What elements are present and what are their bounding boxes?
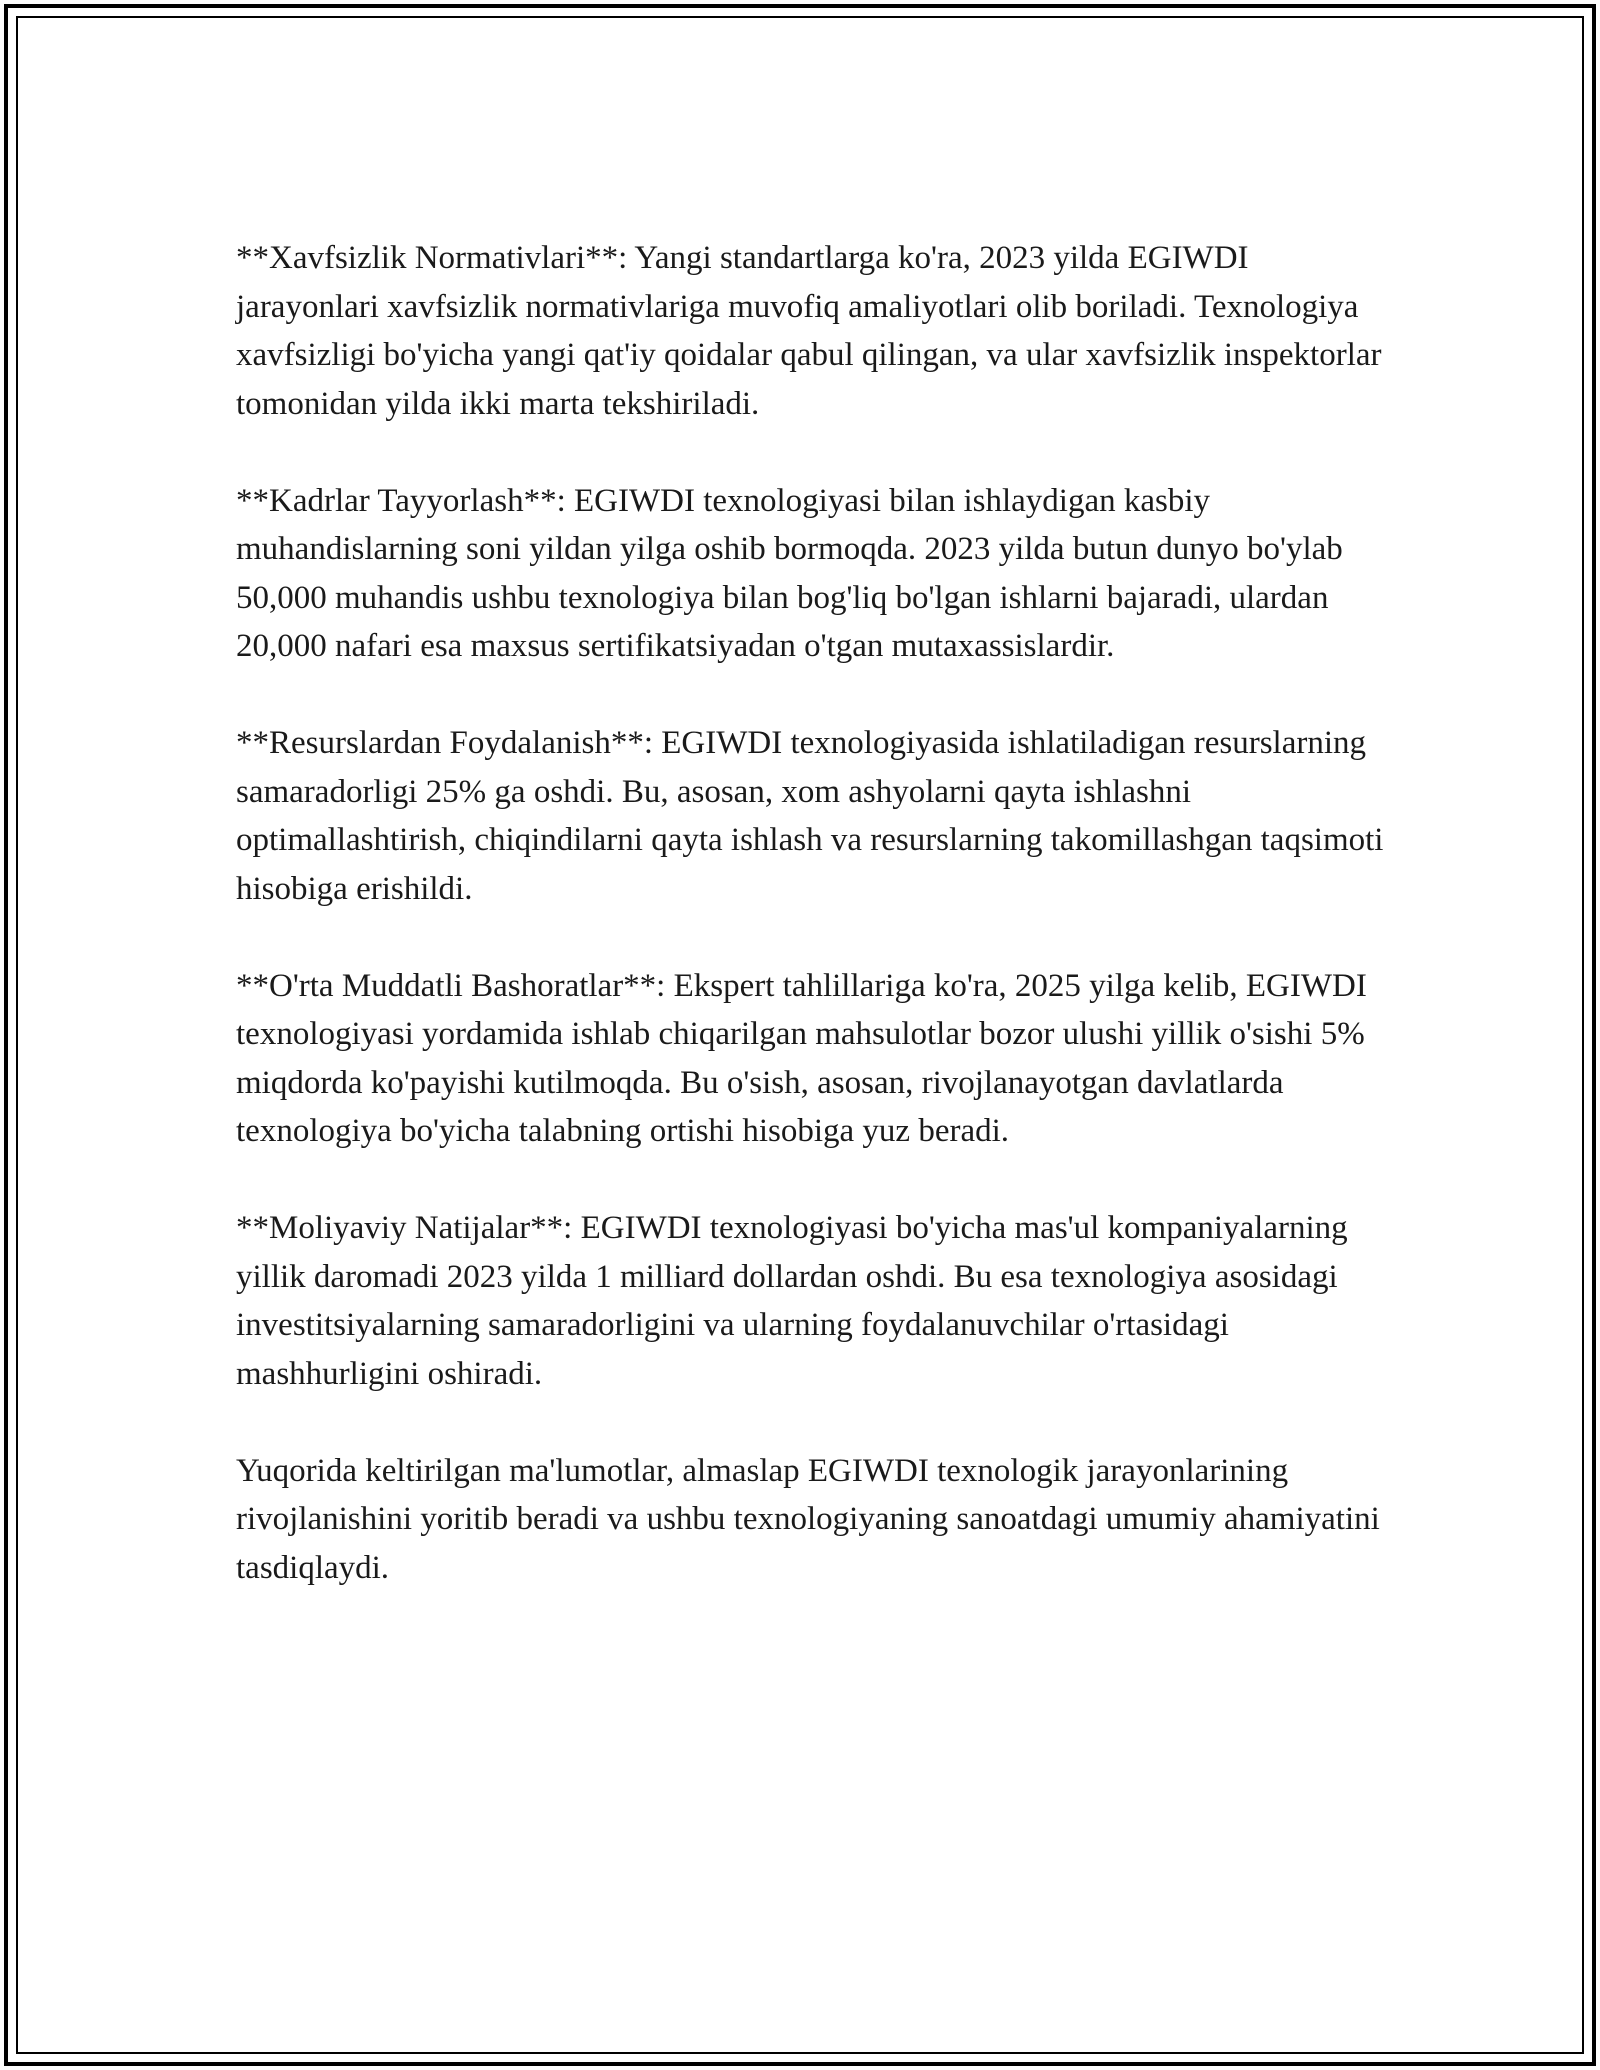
document-body	[236, 234, 1386, 1592]
paragraph-conclusion: Yuqorida keltirilgan ma'lumotlar, almaslap EGIWDI texnologik jarayonlarining rivojlanishini yoritib beradi va ushbu texnologiyaning sanoatdagi umumiy ahamiyatini tasdiqlaydi.	[236, 1452, 1380, 1586]
paragraph-safety-standards: **Xavfsizlik Normativlari**: Yangi standartlarga ko'ra, 2023 yilda EGIWDI jarayonlari xavfsizlik normativlariga muvofiq amaliyotlari olib boriladi. Texnologiya xavfsizligi bo'yicha yangi qat'iy qoidalar qabul qilingan, va ular xavfsizlik inspektorlar tomonidan yilda ikki marta tekshiriladi.	[236, 240, 1382, 422]
paragraph-financial-results: **Moliyaviy Natijalar**: EGIWDI texnologiyasi bo'yicha mas'ul kompaniyalarning yillik daromadi 2023 yilda 1 milliard dollardan oshdi. Bu esa texnologiya asosidagi investitsiyalarning samaradorligini va ularning foydalanuvchilar o'rtasidagi mashhurligini oshiradi.	[236, 1210, 1348, 1392]
paragraph-staff-training: **Kadrlar Tayyorlash**: EGIWDI texnologiyasi bilan ishlaydigan kasbiy muhandislarning soni yildan yilga oshib bormoqda. 2023 yilda butun dunyo bo'ylab 50,000 muhandis ushbu texnologiya bilan bog'liq bo'lgan ishlarni bajaradi, ulardan 20,000 nafari esa maxsus sertifikatsiyadan o'tgan mutaxassislardir.	[236, 482, 1343, 664]
paragraph-resource-usage: **Resurslardan Foydalanish**: EGIWDI texnologiyasida ishlatiladigan resurslarning samaradorligi 25% ga oshdi. Bu, asosan, xom ashyolarni qayta ishlashni optimallashtirish, chiqindilarni qayta ishlash va resurslarning takomillashgan taqsimoti hisobiga erishildi.	[236, 725, 1384, 907]
paragraph-mid-term-forecasts: **O'rta Muddatli Bashoratlar**: Ekspert tahlillariga ko'ra, 2025 yilga kelib, EGIWDI texnologiyasi yordamida ishlab chiqarilgan mahsulotlar bozor ulushi yillik o'sishi 5% miqdorda ko'payishi kutilmoqda. Bu o'sish, asosan, rivojlanayotgan davlatlarda texnologiya bo'yicha talabning ortishi hisobiga yuz beradi.	[236, 967, 1367, 1149]
